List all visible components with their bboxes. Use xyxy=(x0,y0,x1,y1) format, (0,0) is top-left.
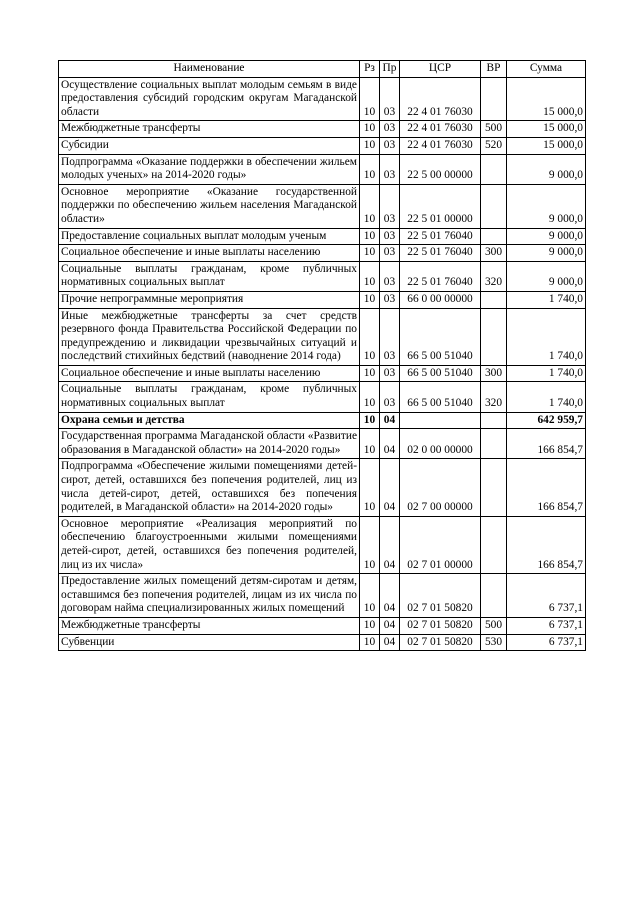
cell-vr xyxy=(481,574,507,618)
cell-sum: 1 740,0 xyxy=(507,382,586,412)
cell-name: Социальное обеспечение и иные выплаты населению xyxy=(59,245,360,262)
cell-csr: 22 5 01 76040 xyxy=(400,261,481,291)
cell-name: Прочие непрограммные мероприятия xyxy=(59,291,360,308)
cell-name: Иные межбюджетные трансферты за счет средств резервного фонда Правительства Российской Федерации по предупреждению и ликвидации чрезвычайных ситуаций и последствий стихийных бедствий (наводнение 2014 года) xyxy=(59,308,360,365)
cell-rz: 10 xyxy=(360,77,380,121)
cell-pr: 03 xyxy=(380,228,400,245)
cell-pr: 03 xyxy=(380,382,400,412)
cell-vr xyxy=(481,459,507,516)
header-vr: ВР xyxy=(481,61,507,78)
cell-vr: 520 xyxy=(481,137,507,154)
cell-sum: 9 000,0 xyxy=(507,228,586,245)
cell-name: Субвенции xyxy=(59,634,360,651)
cell-rz: 10 xyxy=(360,382,380,412)
cell-sum: 9 000,0 xyxy=(507,154,586,184)
cell-sum: 6 737,1 xyxy=(507,617,586,634)
table-row xyxy=(59,308,586,365)
cell-rz: 10 xyxy=(360,634,380,651)
cell-csr: 22 4 01 76030 xyxy=(400,137,481,154)
cell-vr xyxy=(481,228,507,245)
cell-pr: 03 xyxy=(380,261,400,291)
table-row xyxy=(59,121,586,138)
cell-name: Осуществление социальных выплат молодым семьям в виде предоставления субсидий городским округам Магаданской области xyxy=(59,77,360,121)
cell-sum: 1 740,0 xyxy=(507,291,586,308)
table-row xyxy=(59,77,586,121)
cell-csr: 66 5 00 51040 xyxy=(400,382,481,412)
cell-vr xyxy=(481,412,507,429)
cell-csr: 22 5 01 00000 xyxy=(400,184,481,228)
cell-name: Социальные выплаты гражданам, кроме публичных нормативных социальных выплат xyxy=(59,382,360,412)
cell-rz: 10 xyxy=(360,184,380,228)
cell-sum: 9 000,0 xyxy=(507,184,586,228)
cell-vr xyxy=(481,77,507,121)
cell-name: Государственная программа Магаданской области «Развитие образования в Магаданской области» на 2014-2020 годы» xyxy=(59,429,360,459)
cell-csr: 02 7 01 00000 xyxy=(400,516,481,573)
cell-vr: 500 xyxy=(481,121,507,138)
cell-rz: 10 xyxy=(360,228,380,245)
cell-rz: 10 xyxy=(360,574,380,618)
cell-pr: 04 xyxy=(380,429,400,459)
cell-csr: 66 0 00 00000 xyxy=(400,291,481,308)
cell-pr: 03 xyxy=(380,291,400,308)
cell-pr: 03 xyxy=(380,121,400,138)
cell-sum: 15 000,0 xyxy=(507,121,586,138)
cell-csr: 02 7 01 50820 xyxy=(400,574,481,618)
cell-csr xyxy=(400,412,481,429)
cell-pr: 04 xyxy=(380,617,400,634)
cell-pr: 03 xyxy=(380,365,400,382)
table-header-row xyxy=(59,61,586,78)
cell-name: Межбюджетные трансферты xyxy=(59,121,360,138)
cell-sum: 6 737,1 xyxy=(507,574,586,618)
cell-vr: 320 xyxy=(481,382,507,412)
cell-pr: 03 xyxy=(380,184,400,228)
cell-vr xyxy=(481,308,507,365)
table-row xyxy=(59,617,586,634)
cell-pr: 03 xyxy=(380,137,400,154)
cell-pr: 03 xyxy=(380,245,400,262)
cell-sum: 642 959,7 xyxy=(507,412,586,429)
cell-pr: 03 xyxy=(380,154,400,184)
cell-name: Межбюджетные трансферты xyxy=(59,617,360,634)
table-row xyxy=(59,291,586,308)
table-row xyxy=(59,261,586,291)
table-row xyxy=(59,412,586,429)
cell-rz: 10 xyxy=(360,291,380,308)
cell-csr: 02 7 01 50820 xyxy=(400,617,481,634)
table-row xyxy=(59,382,586,412)
cell-name: Основное мероприятие «Реализация мероприятий по обеспечению благоустроенными жилыми помещениями детей-сирот, детей, оставшихся без попечения родителей, лиц из их числа» xyxy=(59,516,360,573)
cell-sum: 15 000,0 xyxy=(507,137,586,154)
table-row xyxy=(59,154,586,184)
cell-sum: 9 000,0 xyxy=(507,245,586,262)
budget-table xyxy=(58,60,586,651)
cell-vr: 530 xyxy=(481,634,507,651)
cell-rz: 10 xyxy=(360,516,380,573)
cell-csr: 22 5 00 00000 xyxy=(400,154,481,184)
cell-vr: 320 xyxy=(481,261,507,291)
cell-vr xyxy=(481,184,507,228)
cell-name: Социальное обеспечение и иные выплаты населению xyxy=(59,365,360,382)
cell-rz: 10 xyxy=(360,121,380,138)
cell-name: Субсидии xyxy=(59,137,360,154)
cell-sum: 9 000,0 xyxy=(507,261,586,291)
cell-rz: 10 xyxy=(360,308,380,365)
cell-name: Социальные выплаты гражданам, кроме публичных нормативных социальных выплат xyxy=(59,261,360,291)
table-body xyxy=(59,77,586,651)
cell-pr: 04 xyxy=(380,459,400,516)
cell-csr: 66 5 00 51040 xyxy=(400,365,481,382)
cell-sum: 15 000,0 xyxy=(507,77,586,121)
cell-sum: 166 854,7 xyxy=(507,429,586,459)
cell-vr: 300 xyxy=(481,365,507,382)
table-row xyxy=(59,184,586,228)
cell-rz: 10 xyxy=(360,459,380,516)
cell-vr: 300 xyxy=(481,245,507,262)
cell-name: Предоставление жилых помещений детям-сиротам и детям, оставшимся без попечения родителей, лицам из их числа по договорам найма специализированных жилых помещений xyxy=(59,574,360,618)
cell-csr: 22 4 01 76030 xyxy=(400,121,481,138)
header-sum: Сумма xyxy=(507,61,586,78)
header-csr: ЦСР xyxy=(400,61,481,78)
table-row xyxy=(59,429,586,459)
cell-sum: 6 737,1 xyxy=(507,634,586,651)
cell-rz: 10 xyxy=(360,154,380,184)
cell-csr: 66 5 00 51040 xyxy=(400,308,481,365)
cell-rz: 10 xyxy=(360,617,380,634)
cell-name: Охрана семьи и детства xyxy=(59,412,360,429)
cell-csr: 02 0 00 00000 xyxy=(400,429,481,459)
table-row xyxy=(59,516,586,573)
cell-csr: 02 7 00 00000 xyxy=(400,459,481,516)
cell-rz: 10 xyxy=(360,429,380,459)
cell-csr: 22 5 01 76040 xyxy=(400,228,481,245)
table-row xyxy=(59,574,586,618)
header-name: Наименование xyxy=(59,61,360,78)
table-row xyxy=(59,365,586,382)
cell-rz: 10 xyxy=(360,365,380,382)
header-pr: Пр xyxy=(380,61,400,78)
cell-csr: 22 4 01 76030 xyxy=(400,77,481,121)
cell-pr: 04 xyxy=(380,516,400,573)
table-row xyxy=(59,245,586,262)
cell-vr xyxy=(481,516,507,573)
cell-pr: 04 xyxy=(380,634,400,651)
cell-csr: 02 7 01 50820 xyxy=(400,634,481,651)
table-row xyxy=(59,459,586,516)
cell-csr: 22 5 01 76040 xyxy=(400,245,481,262)
cell-pr: 03 xyxy=(380,77,400,121)
cell-vr xyxy=(481,429,507,459)
cell-name: Основное мероприятие «Оказание государственной поддержки по обеспечению жильем населения Магаданской области» xyxy=(59,184,360,228)
cell-name: Подпрограмма «Обеспечение жилыми помещениями детей-сирот, детей, оставшихся без попечения родителей, лиц из числа детей-сирот, детей, оставшихся без попечения родителей, в Магаданской области» на 2014-2020 годы» xyxy=(59,459,360,516)
cell-rz: 10 xyxy=(360,261,380,291)
cell-vr xyxy=(481,154,507,184)
cell-pr: 04 xyxy=(380,574,400,618)
cell-sum: 166 854,7 xyxy=(507,516,586,573)
cell-vr xyxy=(481,291,507,308)
cell-name: Предоставление социальных выплат молодым ученым xyxy=(59,228,360,245)
cell-sum: 1 740,0 xyxy=(507,308,586,365)
cell-rz: 10 xyxy=(360,245,380,262)
cell-rz: 10 xyxy=(360,412,380,429)
table-row xyxy=(59,228,586,245)
cell-name: Подпрограмма «Оказание поддержки в обеспечении жильем молодых ученых» на 2014-2020 годы» xyxy=(59,154,360,184)
cell-sum: 1 740,0 xyxy=(507,365,586,382)
cell-sum: 166 854,7 xyxy=(507,459,586,516)
cell-rz: 10 xyxy=(360,137,380,154)
cell-pr: 03 xyxy=(380,308,400,365)
header-rz: Рз xyxy=(360,61,380,78)
table-row xyxy=(59,634,586,651)
cell-vr: 500 xyxy=(481,617,507,634)
cell-pr: 04 xyxy=(380,412,400,429)
table-row xyxy=(59,137,586,154)
